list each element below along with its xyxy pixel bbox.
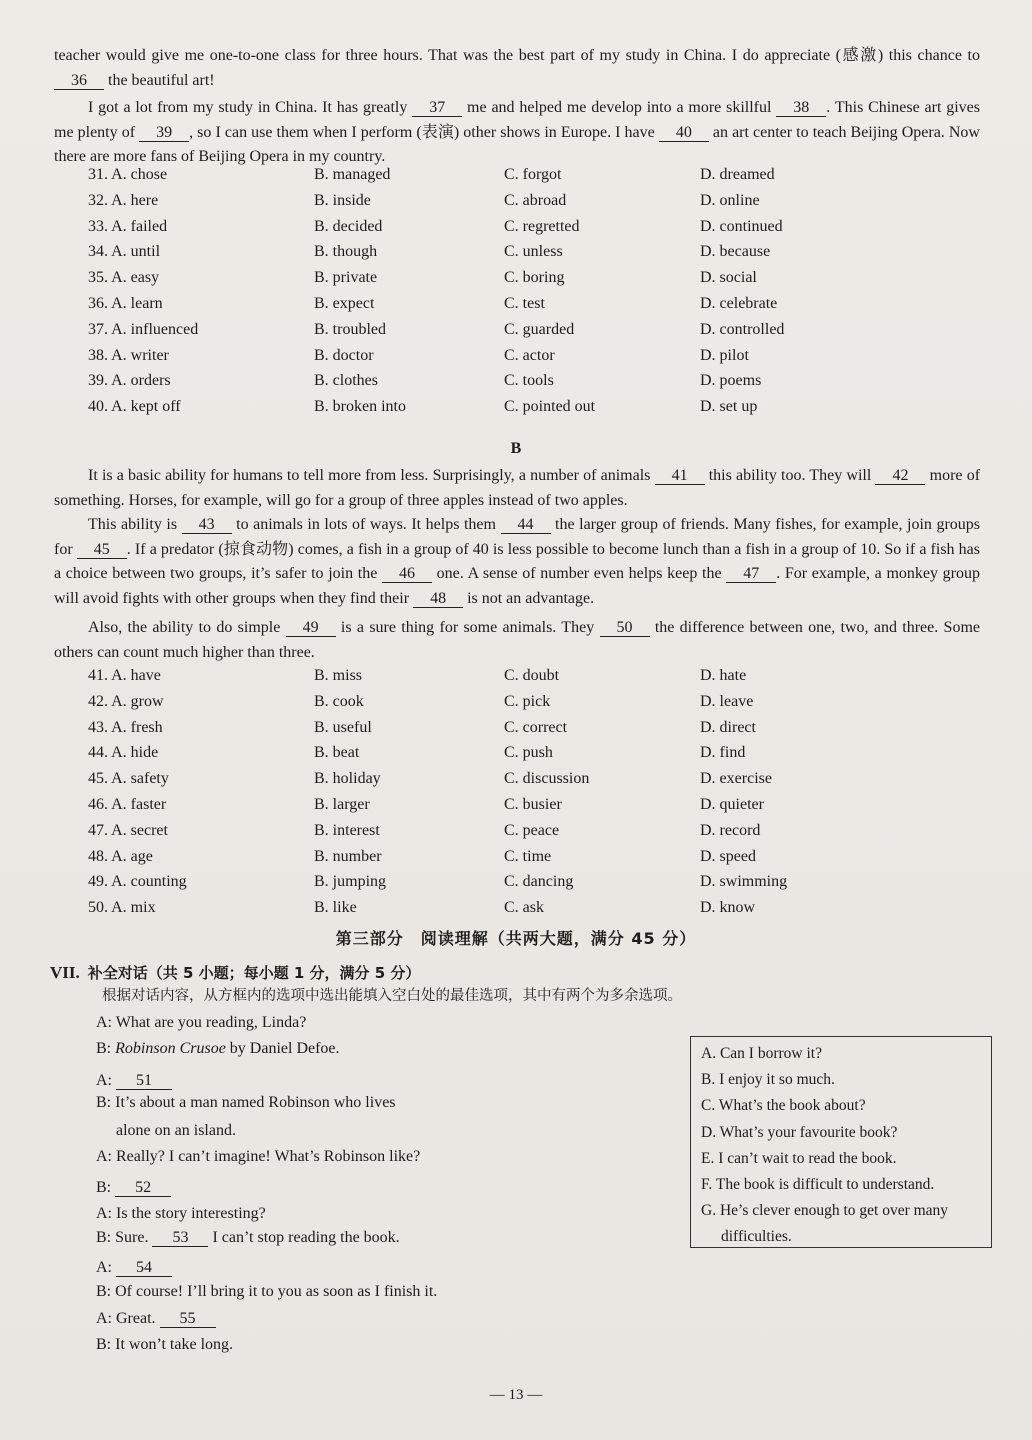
- option-row: [88, 166, 968, 192]
- option-d[interactable]: D. leave: [700, 692, 754, 710]
- blank-54[interactable]: 54: [116, 1259, 172, 1277]
- option-b[interactable]: B. inside: [314, 191, 371, 209]
- passage-text: Also, the ability to do simple: [88, 619, 286, 636]
- option-c[interactable]: C. pointed out: [504, 398, 596, 416]
- option-c[interactable]: C. ask: [504, 899, 544, 917]
- option-c[interactable]: C. guarded: [504, 320, 575, 338]
- choice-box: [690, 1036, 992, 1248]
- option-d[interactable]: D. controlled: [700, 320, 785, 338]
- option-b[interactable]: B. jumping: [314, 873, 387, 891]
- dialogue-line: A: Is the story interesting?: [96, 1205, 266, 1222]
- dialogue-line: B: It won’t take long.: [96, 1336, 234, 1353]
- option-c[interactable]: C. unless: [504, 243, 563, 261]
- option-c[interactable]: C. regretted: [504, 217, 580, 235]
- blank-51[interactable]: 51: [116, 1072, 172, 1090]
- option-row: [88, 347, 968, 373]
- blank-52[interactable]: 52: [115, 1179, 171, 1197]
- choice-option[interactable]: D. What’s your favourite book?: [701, 1123, 898, 1141]
- page-number: — 13 —: [489, 1387, 543, 1403]
- option-c[interactable]: C. busier: [504, 795, 562, 813]
- option-a[interactable]: 39. A. orders: [88, 372, 171, 390]
- passage-b-paragraph-3: [54, 616, 980, 665]
- dialogue-line: A: What are you reading, Linda?: [96, 1014, 307, 1031]
- option-b[interactable]: B. doctor: [314, 346, 374, 364]
- option-a[interactable]: 40. A. kept off: [88, 398, 181, 416]
- passage-text: this ability too. They will: [704, 467, 876, 484]
- passage-text: the larger group of friends. Many fishes, for example, join groups for: [54, 516, 980, 558]
- dialogue-line: B: It’s about a man named Robinson who lives: [96, 1094, 396, 1111]
- dialogue-speaker: A: Great.: [96, 1310, 160, 1327]
- option-d[interactable]: D. continued: [700, 217, 783, 235]
- option-row: [88, 693, 968, 719]
- blank-37[interactable]: 37: [412, 99, 462, 117]
- passage-text: the difference between one, two, and three. Some others can count much higher than three.: [54, 619, 981, 661]
- option-row: [88, 667, 968, 693]
- option-d[interactable]: D. know: [700, 899, 756, 917]
- blank-48[interactable]: 48: [413, 590, 463, 608]
- option-b[interactable]: B. beat: [314, 744, 360, 762]
- option-d[interactable]: D. speed: [700, 847, 756, 865]
- passage-text: an art center to teach Beijing Opera. Now there are more fans of Beijing Opera in my country.: [54, 123, 980, 165]
- blank-44[interactable]: 44: [501, 516, 551, 534]
- option-d[interactable]: D. exercise: [700, 770, 772, 788]
- passage-text: . For example, a monkey group will avoid fights with other groups when they find their: [54, 565, 981, 607]
- option-d[interactable]: D. pilot: [700, 346, 749, 364]
- option-a[interactable]: 49. A. counting: [88, 873, 187, 891]
- option-d[interactable]: D. swimming: [700, 873, 788, 891]
- option-a[interactable]: 42. A. grow: [88, 692, 164, 710]
- choice-option[interactable]: A. Can I borrow it?: [701, 1045, 822, 1062]
- option-c[interactable]: C. actor: [504, 346, 555, 364]
- passage-text: me and helped me develop into a more skillful: [462, 99, 777, 116]
- option-d[interactable]: D. dreamed: [700, 166, 775, 183]
- option-row: [88, 372, 968, 398]
- passage-text: teacher would give me one-to-one class for three hours. That was the best part of my study in China. I do appreciate (感激) this chance to: [54, 47, 980, 64]
- passage-text: . This Chinese art gives me plenty of: [54, 99, 980, 141]
- option-c[interactable]: C. doubt: [504, 667, 560, 684]
- option-b[interactable]: B. cook: [314, 692, 364, 710]
- option-row: [88, 269, 968, 295]
- option-b[interactable]: B. managed: [314, 166, 391, 183]
- blank-53[interactable]: 53: [152, 1229, 208, 1247]
- option-b[interactable]: B. broken into: [314, 398, 406, 416]
- option-b[interactable]: B. like: [314, 899, 357, 917]
- blank-41[interactable]: 41: [655, 467, 705, 485]
- option-row: [88, 218, 968, 244]
- option-a[interactable]: 35. A. easy: [88, 269, 160, 287]
- option-a[interactable]: 36. A. learn: [88, 294, 163, 312]
- option-a[interactable]: 41. A. have: [88, 667, 161, 684]
- option-a[interactable]: 31. A. chose: [88, 166, 168, 183]
- choice-option[interactable]: E. I can’t wait to read the book.: [701, 1149, 897, 1167]
- passage-text: This ability is: [88, 516, 182, 533]
- option-b[interactable]: B. clothes: [314, 372, 378, 390]
- section-vii-heading: [50, 962, 420, 983]
- option-b[interactable]: B. miss: [314, 667, 363, 684]
- passage-text: I got a lot from my study in China. It has greatly: [88, 99, 413, 116]
- option-c[interactable]: C. discussion: [504, 770, 590, 788]
- passage-paragraph-2: [54, 96, 980, 170]
- dialogue-text: by Daniel Defoe.: [225, 1040, 340, 1057]
- option-b[interactable]: B. though: [314, 243, 378, 261]
- option-d[interactable]: D. hate: [700, 667, 747, 684]
- option-d[interactable]: D. poems: [700, 372, 762, 390]
- dialogue-line: B: Of course! I’ll bring it to you as soon as I finish it.: [96, 1283, 438, 1300]
- options-41-50: [88, 667, 968, 925]
- section-instruction: 根据对话内容，从方框内的选项中选出能填入空白处的最佳选项，其中有两个为多余选项。: [102, 988, 682, 1004]
- option-row: [88, 398, 968, 424]
- dialogue-line: alone on an island.: [116, 1122, 236, 1139]
- option-b[interactable]: B. private: [314, 269, 378, 287]
- option-row: [88, 796, 968, 822]
- option-a[interactable]: 48. A. age: [88, 847, 153, 865]
- blank-39[interactable]: 39: [139, 124, 189, 142]
- option-row: [88, 321, 968, 347]
- option-b[interactable]: B. useful: [314, 718, 372, 736]
- section-title: 补全对话（共 5 小题；每小题 1 分，满分 5 分）: [87, 964, 421, 982]
- passage-text: one. A sense of number even helps keep the: [432, 565, 727, 582]
- section-heading-b: B: [510, 440, 522, 457]
- dialogue-speaker: B:: [96, 1179, 116, 1196]
- book-title: Robinson Crusoe: [115, 1040, 226, 1057]
- dialogue-line: A: Really? I can’t imagine! What’s Robinson like?: [96, 1148, 421, 1165]
- option-a[interactable]: 38. A. writer: [88, 346, 169, 364]
- option-a[interactable]: 47. A. secret: [88, 821, 168, 839]
- passage-text: is a sure thing for some animals. They: [335, 619, 600, 636]
- passage-text: more of something. Horses, for example, will go for a group of three apples instead of two apples.: [54, 467, 981, 509]
- passage-text: the beautiful art!: [104, 71, 215, 89]
- option-row: [88, 873, 968, 899]
- option-d[interactable]: D. social: [700, 269, 757, 287]
- dialogue-line: [96, 1072, 172, 1090]
- option-c[interactable]: C. correct: [504, 718, 568, 736]
- option-row: [88, 192, 968, 218]
- option-row: [88, 295, 968, 321]
- option-a[interactable]: 50. A. mix: [88, 899, 156, 917]
- blank-38[interactable]: 38: [776, 99, 826, 117]
- option-b[interactable]: B. decided: [314, 217, 383, 235]
- option-b[interactable]: B. troubled: [314, 320, 386, 338]
- choice-option[interactable]: C. What’s the book about?: [701, 1097, 866, 1115]
- option-d[interactable]: D. record: [700, 821, 761, 839]
- option-row: [88, 770, 968, 796]
- dialogue-line: [96, 1310, 216, 1328]
- dialogue-speaker: B: Sure.: [96, 1229, 153, 1246]
- dialogue-speaker: A:: [96, 1259, 116, 1276]
- option-c[interactable]: C. abroad: [504, 191, 567, 209]
- blank-46[interactable]: 46: [382, 565, 432, 583]
- option-c[interactable]: C. time: [504, 847, 552, 865]
- dialogue-line: [96, 1040, 340, 1058]
- option-a[interactable]: 46. A. faster: [88, 795, 167, 813]
- option-d[interactable]: D. set up: [700, 398, 758, 416]
- option-a[interactable]: 37. A. influenced: [88, 320, 199, 338]
- option-a[interactable]: 45. A. safety: [88, 770, 169, 788]
- option-d[interactable]: D. direct: [700, 718, 756, 736]
- dialogue-line: [96, 1179, 171, 1197]
- blank-47[interactable]: 47: [726, 565, 776, 583]
- passage-text: . If a predator (掠食动物) comes, a fish in a group of 40 is less possible to become lunch than a fish in a group of 10. So if a fish has a choice between two groups, it’s safer to join the: [54, 540, 980, 582]
- passage-paragraph-intro: [54, 44, 980, 93]
- option-c[interactable]: C. boring: [504, 269, 565, 287]
- option-d[interactable]: D. online: [700, 191, 760, 209]
- blank-42[interactable]: 42: [875, 467, 925, 485]
- dialogue-line: [96, 1259, 172, 1277]
- option-d[interactable]: D. because: [700, 243, 771, 261]
- option-row: [88, 719, 968, 745]
- option-a[interactable]: 43. A. fresh: [88, 718, 163, 736]
- dialogue-text: I can’t stop reading the book.: [208, 1229, 400, 1246]
- option-c[interactable]: C. tools: [504, 372, 554, 390]
- option-a[interactable]: 34. A. until: [88, 243, 161, 261]
- option-d[interactable]: D. find: [700, 744, 746, 762]
- blank-36[interactable]: 36: [54, 72, 104, 90]
- option-c[interactable]: C. pick: [504, 692, 551, 710]
- option-b[interactable]: B. larger: [314, 795, 370, 813]
- option-row: [88, 744, 968, 770]
- blank-45[interactable]: 45: [77, 541, 127, 559]
- blank-50[interactable]: 50: [600, 619, 650, 637]
- blank-40[interactable]: 40: [659, 124, 709, 142]
- options-31-40: [88, 166, 968, 424]
- option-row: [88, 243, 968, 269]
- choice-option[interactable]: G. He’s clever enough to get over many difficulties.: [701, 1202, 949, 1246]
- option-row: [88, 899, 968, 925]
- dialogue-speaker: A:: [96, 1072, 116, 1089]
- dialogue-speaker: B:: [96, 1040, 116, 1057]
- option-row: [88, 822, 968, 848]
- passage-text: , so I can use them when I perform (表演) other shows in Europe. I have: [189, 123, 659, 141]
- option-c[interactable]: C. forgot: [504, 166, 562, 183]
- option-c[interactable]: C. peace: [504, 821, 560, 839]
- option-c[interactable]: C. test: [504, 294, 545, 312]
- passage-text: is not an advantage.: [463, 589, 595, 607]
- passage-text: It is a basic ability for humans to tell more from less. Surprisingly, a number of animals: [88, 467, 655, 484]
- passage-b-paragraph-2: [54, 513, 980, 611]
- part-three-heading: 第三部分 阅读理解（共两大题，满分 45 分）: [335, 929, 697, 948]
- option-b[interactable]: B. interest: [314, 821, 380, 839]
- option-row: [88, 848, 968, 874]
- passage-text: to animals in lots of ways. It helps them: [231, 516, 501, 533]
- option-a[interactable]: 32. A. here: [88, 191, 159, 209]
- option-a[interactable]: 44. A. hide: [88, 744, 159, 762]
- blank-49[interactable]: 49: [286, 619, 336, 637]
- blank-55[interactable]: 55: [160, 1310, 216, 1328]
- option-b[interactable]: B. expect: [314, 294, 375, 312]
- choice-option[interactable]: F. The book is difficult to understand.: [701, 1176, 935, 1194]
- option-a[interactable]: 33. A. failed: [88, 217, 168, 235]
- section-number: VII.: [50, 963, 80, 982]
- option-d[interactable]: D. quieter: [700, 795, 764, 813]
- option-c[interactable]: C. dancing: [504, 873, 574, 891]
- blank-43[interactable]: 43: [182, 516, 232, 534]
- dialogue-line: [96, 1229, 400, 1247]
- option-b[interactable]: B. number: [314, 847, 382, 865]
- option-b[interactable]: B. holiday: [314, 770, 381, 788]
- choice-option[interactable]: B. I enjoy it so much.: [701, 1071, 835, 1089]
- option-d[interactable]: D. celebrate: [700, 294, 778, 312]
- option-c[interactable]: C. push: [504, 744, 553, 762]
- passage-b-paragraph-1: [54, 464, 980, 513]
